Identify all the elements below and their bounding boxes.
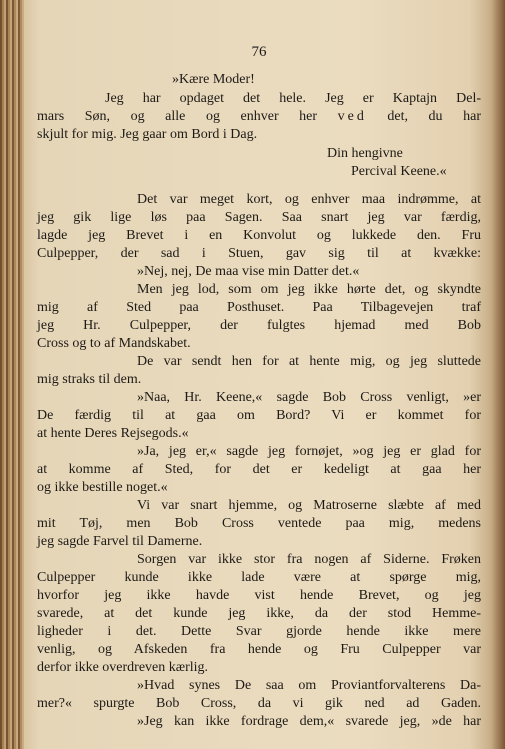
text-line: De færdig til at gaa om Bord? Vi er kommet for <box>37 408 481 423</box>
text-line: »Jeg kan ikke fordrage dem,« svarede jeg, »de har <box>137 714 481 729</box>
letter-signature: Percival Keene.« <box>351 164 447 179</box>
text-line: jeg sagde Farvel til Damerne. <box>37 534 203 549</box>
text-line: at hente Deres Rejsegods.« <box>37 426 189 441</box>
text-line: og ikke bestille noget.« <box>37 480 168 495</box>
book-spine <box>0 0 24 749</box>
text-line: jeg Hr. Culpepper, der fulgtes hjemad med Bob <box>37 318 481 333</box>
text-line: svarede, at det kunde jeg ikke, da der stod Hemme- <box>37 606 481 621</box>
text-line: Det var meget kort, og enhver maa indrømme, at <box>137 192 481 207</box>
text-line: mig af Sted paa Posthuset. Paa Tilbagevejen traf <box>37 300 481 315</box>
page-number: 76 <box>251 44 267 60</box>
letter-salutation: »Kære Moder! <box>172 72 255 87</box>
text-line: mig straks til dem. <box>37 372 142 387</box>
text-line: derfor ikke overdreven kærlig. <box>37 660 209 675</box>
text-line: Culpepper kunde ikke lade være at spørge mig, <box>37 570 481 585</box>
text-line: venlig, og Afskeden fra hende og Fru Culpepper var <box>37 642 481 657</box>
text-line: Vi var snart hjemme, og Matroserne slæbte af med <box>137 498 481 513</box>
text-line: ligheder i det. Dette Svar gjorde hende ikke mere <box>37 624 481 639</box>
text-line: De var sendt hen for at hente mig, og jeg sluttede <box>137 354 481 369</box>
text-line: »Naa, Hr. Keene,« sagde Bob Cross venligt, »er <box>137 390 481 405</box>
text-line: mer?« spurgte Bob Cross, da vi gik ned ad Gaden. <box>37 696 481 711</box>
text-line: Sorgen var ikke stor fra nogen af Siderne. Frøken <box>137 552 481 567</box>
letter-text: mars Søn, og alle og enhver her <box>37 109 318 124</box>
text-line: at komme af Sted, for det er kedeligt at gaa her <box>37 462 481 477</box>
text-line: lagde jeg Brevet i en Konvolut og lukkede den. Fru <box>37 228 481 243</box>
letter-line: Jeg har opdaget det hele. Jeg er Kaptajn Del- <box>105 91 481 106</box>
letter-line <box>37 108 481 126</box>
text-line: Cross og to af Mandskabet. <box>37 336 191 351</box>
letter-text: det, du har <box>387 109 481 124</box>
text-line: Men jeg lod, som om jeg ikke hørte det, og skyndte <box>137 282 481 297</box>
text-line: hvorfor jeg ikke havde vist hende Brevet, og jeg <box>37 588 481 603</box>
text-line: »Hvad synes De saa om Proviantforvalterens Da- <box>137 678 481 693</box>
text-line: mit Tøj, men Bob Cross ventede paa mig, medens <box>37 516 481 531</box>
letter-line: skjult for mig. Jeg gaar om Bord i Dag. <box>37 127 258 142</box>
text-line: Culpepper, der sad i Stuen, gav sig til at kvække: <box>37 246 481 261</box>
text-line: »Nej, nej, De maa vise min Datter det.« <box>137 264 360 279</box>
text-line: jeg gik lige løs paa Sagen. Saa snart jeg var færdig, <box>37 210 481 225</box>
letter-emphasis: ved <box>337 109 367 124</box>
page-edge <box>491 0 505 749</box>
text-line: »Ja, jeg er,« sagde jeg fornøjet, »og jeg er glad for <box>137 444 481 459</box>
letter-closing: Din hengivne <box>327 146 403 161</box>
